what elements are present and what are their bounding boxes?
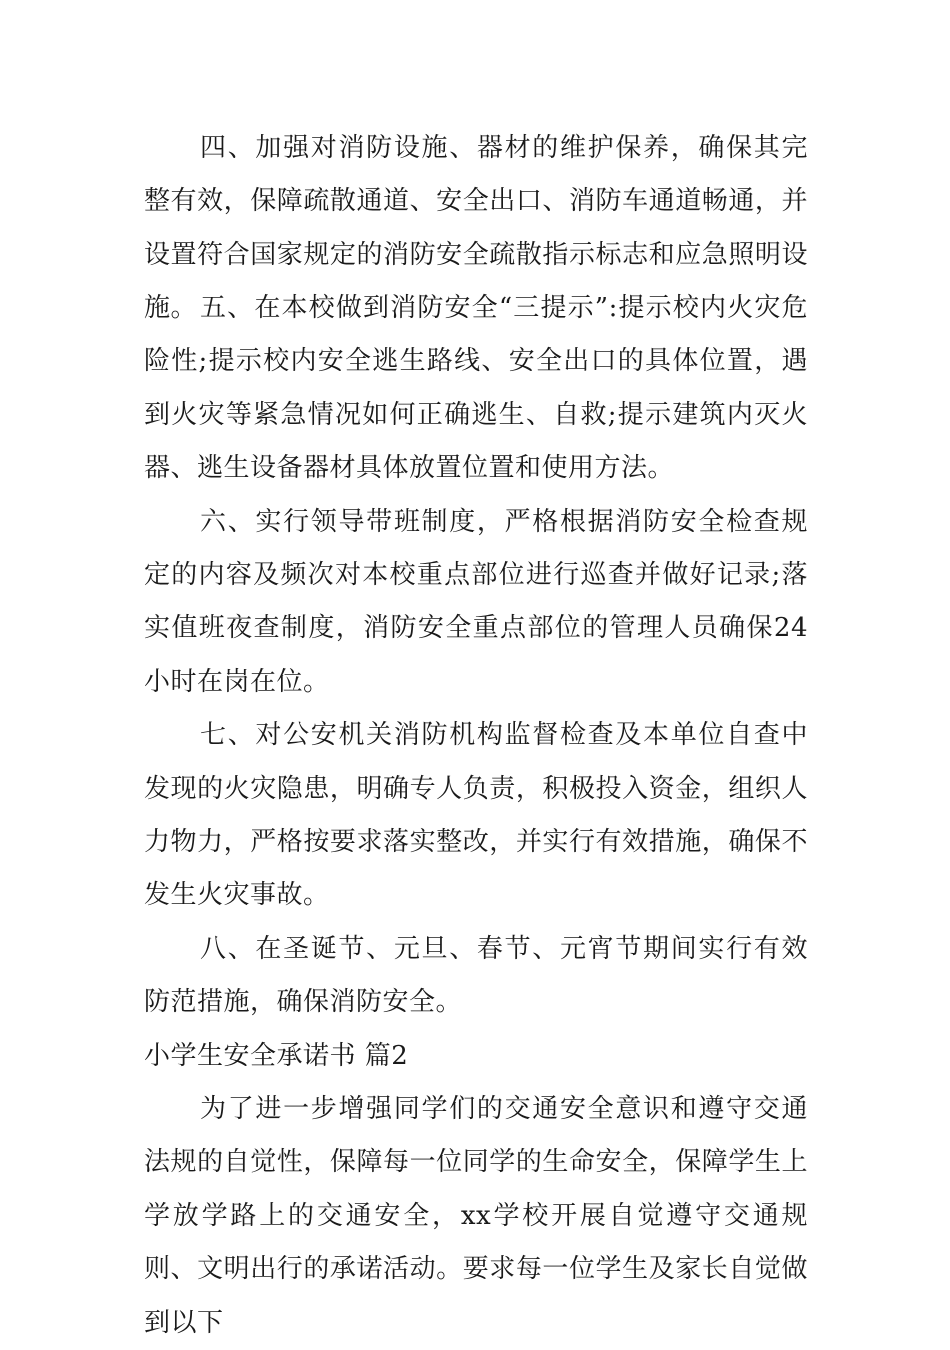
- paragraph-item-7: 七、对公安机关消防机构监督检查及本单位自查中发现的火灾隐患，明确专人负责，积极投入资金，组织人力物力，严格按要求落实整改，并实行有效措施，确保不发生火灾事故。: [144, 720, 808, 911]
- paragraph-item-4: 四、加强对消防设施、器材的维护保养，确保其完整有效，保障疏散通道、安全出口、消防车通道畅通，并设置符合国家规定的消防安全疏散指示标志和应急照明设施。: [144, 133, 808, 324]
- paragraph-item-6: 六、实行领导带班制度，严格根据消防安全检查规定的内容及频次对本校重点部位进行巡查并做好记录;落实值班夜查制度，消防安全重点部位的管理人员确保24小时在岗在位。: [144, 506, 808, 697]
- section-heading: 小学生安全承诺书 篇2: [144, 1040, 409, 1071]
- document-page: [144, 122, 808, 1338]
- paragraph-item-5: 五、在本校做到消防安全“三提示”:提示校内火灾危险性;提示校内安全逃生路线、安全出口的具体位置，遇到火灾等紧急情况如何正确逃生、自救;提示建筑内灭火器、逃生设备器材具体放置位置和使用方法。: [144, 293, 808, 484]
- intro-paragraph: 为了进一步增强同学们的交通安全意识和遵守交通法规的自觉性，保障每一位同学的生命安全，保障学生上学放学路上的交通安全，xx学校开展自觉遵守交通规则、文明出行的承诺活动。要求每一位学生及家长自觉做到以下: [144, 1093, 808, 1338]
- paragraph-item-8: 八、在圣诞节、元旦、春节、元宵节期间实行有效防范措施，确保消防安全。: [144, 933, 808, 1018]
